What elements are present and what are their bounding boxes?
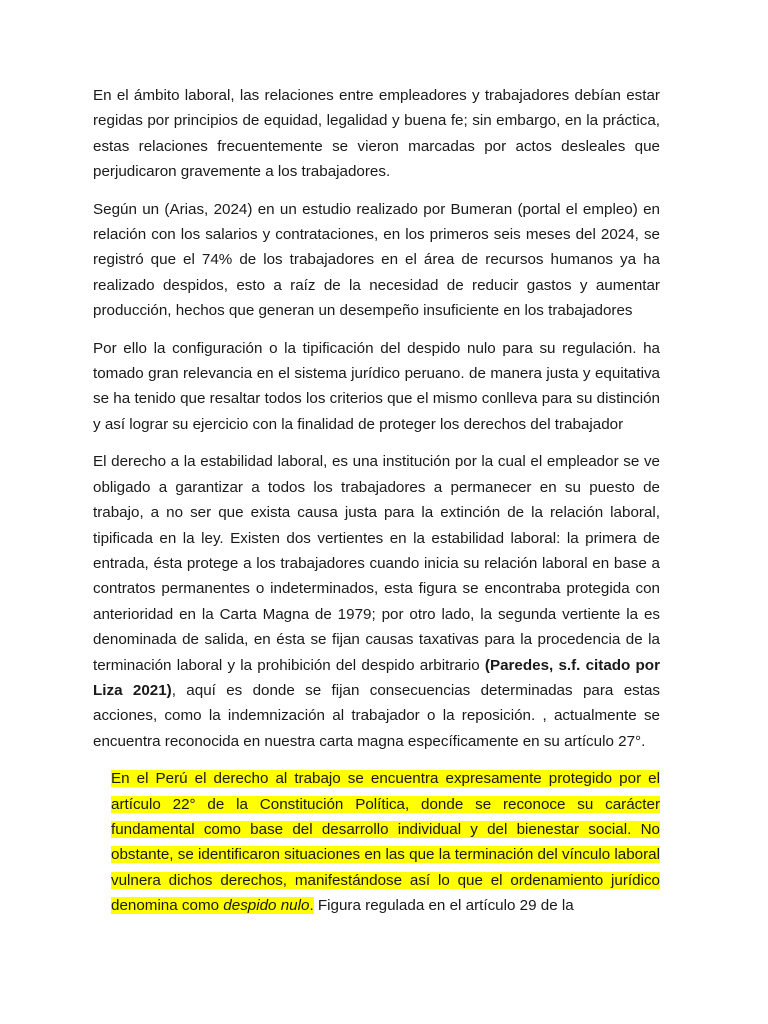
paragraph-3: Por ello la configuración o la tipificación del despido nulo para su regulación. ha tomado gran relevancia en el sistema jurídico peruano. de manera justa y equitativa se ha tenido que resaltar todos los criterios que el mismo conlleva para su distinción y así lograr su ejercicio con la finalidad de proteger los derechos del trabajador [93, 339, 660, 433]
paragraph-5 [111, 766, 660, 918]
paragraph-4-text-start: El derecho a la estabilidad laboral, es una institución por la cual el empleador se ve obligado a garantizar a todos los trabajadores a permanecer en su puesto de trabajo, a no ser que exista causa justa para la extinción de la relación laboral, tipificada en la ley. Existen dos vertientes en la estabilidad laboral: la primera de entrada, ésta protege a los trabajadores cuando inicia su relación laboral en base a contratos permanentes o indeterminados, esta figura se encontraba protegida con anterioridad en la Carta Magna de 1979; por otro lado, la segunda vertiente la es denominada de salida, en ésta se fijan causas taxativas para la procedencia de la terminación laboral y la prohibición del despido arbitrario [93, 453, 660, 674]
paragraph-5-continuation: Figura regulada en el artículo 29 de la [313, 897, 574, 915]
paragraph-1: En el ámbito laboral, las relaciones entre empleadores y trabajadores debían estar regidas por principios de equidad, legalidad y buena fe; sin embargo, en la práctica, estas relaciones frecuentemente se vieron marcadas por actos desleales que perjudicaron gravemente a los trabajadores. [93, 87, 660, 181]
paragraph-2: Según un (Arias, 2024) en un estudio realizado por Bumeran (portal el empleo) en relación con los salarios y contrataciones, en los primeros seis meses del 2024, se registró que el 74% de los trabajadores en el área de recursos humanos ya ha realizado despidos, esto a raíz de la necesidad de reducir gastos y aumentar producción, hechos que generan un desempeño insuficiente en los trabajadores [93, 200, 660, 320]
paragraph-4 [93, 449, 660, 754]
highlighted-italic-term: despido nulo [223, 897, 310, 915]
citation-bold: (Paredes, s.f. citado por Liza 2021) [93, 656, 660, 699]
paragraph-4-text-end: , aquí es donde se fijan consecuencias determinadas para estas acciones, como la indemnización al trabajador o la reposición. , actualmente se encuentra reconocida en nuestra carta magna específicamente en su artículo 27°. [93, 681, 660, 750]
highlighted-text: En el Perú el derecho al trabajo se encuentra expresamente protegido por el artículo 22° de la Constitución Política, donde se reconoce su carácter fundamental como base del desarrollo individual y del bienestar social. No obstante, se identificaron situaciones en las que la terminación del vínculo laboral vulnera dichos derechos, manifestándose así lo que el ordenamiento jurídico denomina como [111, 770, 660, 915]
highlighted-period: . [309, 897, 314, 915]
